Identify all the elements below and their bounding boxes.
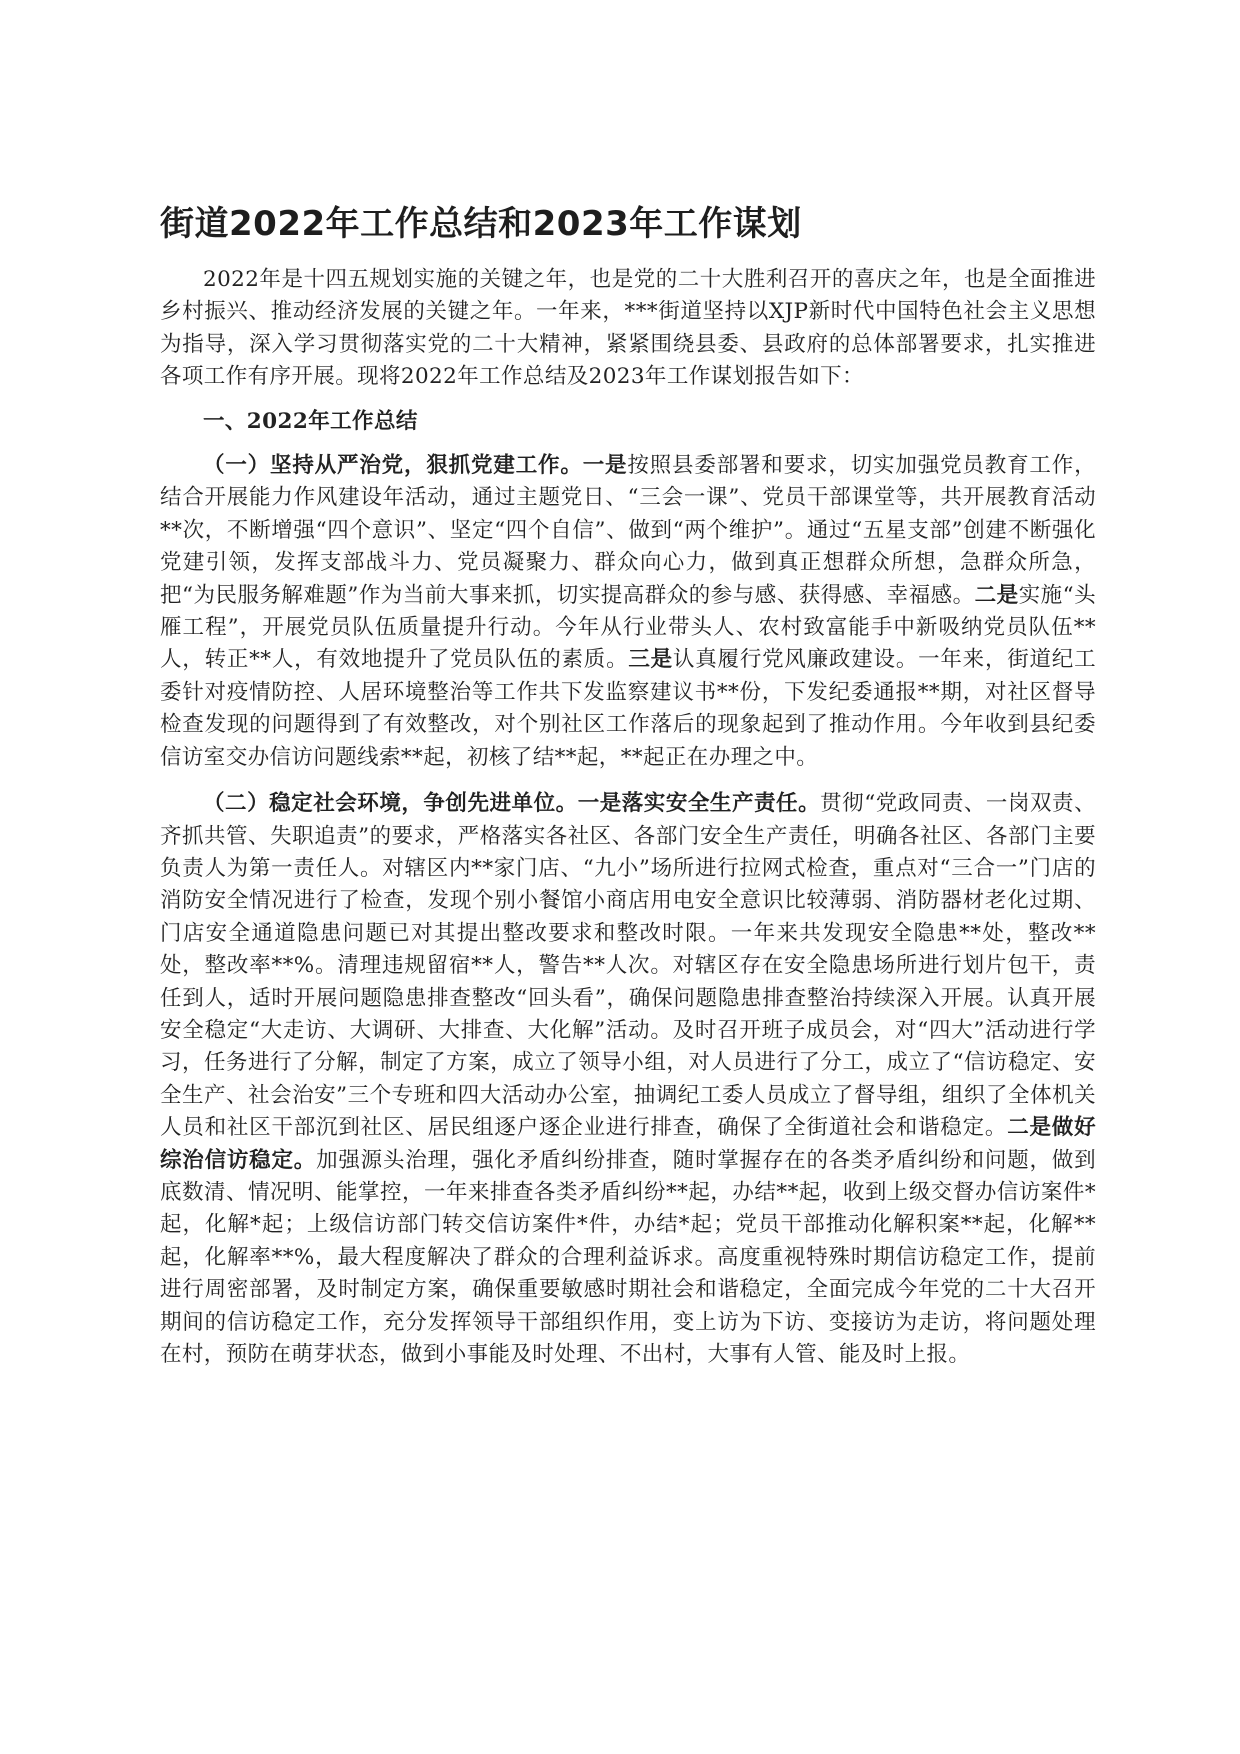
item1-text-1: 按照县委部署和要求，切实加强党员教育工作，结合开展能力作风建设年活动，通过主题党日、“三会一课”、党员干部课堂等，共开展教育活动**次，不断增强“四个意识”、坚定“四个自信”、做到“两个维护”。通过“五星支部”创建不断强化党建引领，发挥支部战斗力、党员凝聚力、群众向心力，做到真正想群众所想，急群众所急，把“为民服务解难题”作为当前大事来抓，切实提高群众的参与感、获得感、幸福感。 — [160, 453, 1096, 608]
item2-label-1: 一是落实安全生产责任。 — [577, 791, 821, 817]
item1-heading: （一）坚持从严治党，狠抓党建工作。 — [203, 453, 583, 479]
item2-heading: （二）稳定社会环境，争创先进单位。 — [203, 791, 578, 817]
item1-label-2: 二是 — [974, 582, 1019, 608]
section-heading: 一、2022年工作总结 — [203, 408, 418, 434]
item2-text-1: 贯彻“党政同责、一岗双责、齐抓共管、失职追责”的要求，严格落实各社区、各部门安全生产责任，明确各社区、各部门主要负责人为第一责任人。对辖区内**家门店、“九小”场所进行拉网式检查，重点对“三合一”门店的消防安全情况进行了检查，发现个别小餐馆小商店用电安全意识比较薄弱、消防器材老化过期、门店安全通道隐患问题已对其提出整改要求和整改时限。一年来共发现安全隐患**处，整改**处，整改率**%。清理违规留宿**人，警告**人次。对辖区存在安全隐患场所进行划片包干，责任到人，适时开展问题隐患排查整改“回头看”，确保问题隐患排查整治持续深入开展。认真开展安全稳定“大走访、大调研、大排查、大化解”活动。及时召开班子成员会，对“四大”活动进行学习，任务进行了分解，制定了方案，成立了领导小组，对人员进行了分工，成立了“信访稳定、安全生产、社会治安”三个专班和四大活动办公室，抽调纪工委人员成立了督导组，组织了全体机关人员和社区干部沉到社区、居民组逐户逐企业进行排查，确保了全街道社会和谐稳定。 — [160, 791, 1096, 1141]
item1-label-3: 三是 — [628, 647, 673, 673]
item2-text-2: 加强源头治理，强化矛盾纠纷排查，随时掌握存在的各类矛盾纠纷和问题，做到底数清、情况明、能掌控，一年来排查各类矛盾纠纷**起，办结**起，收到上级交督办信访案件*起，化解*起；上级信访部门转交信访案件*件，办结*起；党员干部推动化解积案**起，化解**起，化解率**%，最大程度解决了群众的合理利益诉求。高度重视特殊时期信访稳定工作，提前进行周密部署，及时制定方案，确保重要敏感时期社会和谐稳定，全面完成今年党的二十大召开期间的信访稳定工作，充分发挥领导干部组织作用，变上访为下访、变接访为走访，将问题处理在村，预防在萌芽状态，做到小事能及时处理、不出村，大事有人管、能及时上报。 — [160, 1147, 1096, 1367]
document-title: 街道2022年工作总结和2023年工作谋划 — [160, 204, 802, 244]
item1-paragraph — [160, 450, 1096, 774]
document-page — [160, 200, 1096, 1371]
item2-paragraph — [160, 788, 1096, 1371]
item1-text-2: 实施“头雁工程”，开展党员队伍质量提升行动。今年从行业带头人、农村致富能手中新吸纳党员队伍**人，转正**人，有效地提升了党员队伍的素质。 — [160, 582, 1096, 673]
item1-label-1: 一是 — [582, 453, 628, 479]
item1-text-3: 认真履行党风廉政建设。一年来，街道纪工委针对疫情防控、人居环境整治等工作共下发监察建议书**份，下发纪委通报**期，对社区督导检查发现的问题得到了有效整改，对个别社区工作落后的现象起到了推动作用。今年收到县纪委信访室交办信访问题线索**起，初核了结**起，**起正在办理之中。 — [160, 647, 1096, 770]
intro-paragraph: 2022年是十四五规划实施的关键之年，也是党的二十大胜利召开的喜庆之年，也是全面推进乡村振兴、推动经济发展的关键之年。一年来，***街道坚持以XJP新时代中国特色社会主义思想为指导，深入学习贯彻落实党的二十大精神，紧紧围绕县委、县政府的总体部署要求，扎实推进各项工作有序开展。现将2022年工作总结及2023年工作谋划报告如下： — [160, 267, 1096, 390]
item2-label-2: 二是做好综治信访稳定。 — [160, 1115, 1096, 1173]
